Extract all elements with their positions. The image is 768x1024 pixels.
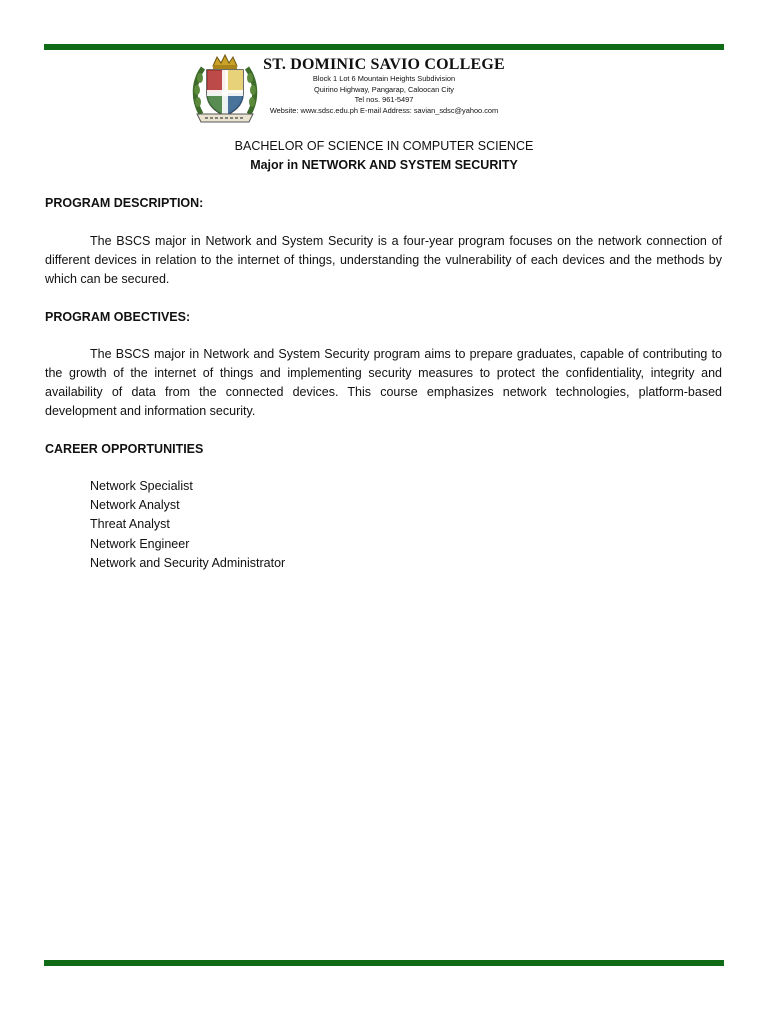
list-item: Threat Analyst — [90, 517, 170, 532]
objectives-heading: PROGRAM OBECTIVES: — [45, 310, 191, 324]
list-item: Network Analyst — [90, 498, 180, 513]
list-item: Network Specialist — [90, 479, 193, 493]
college-seal-icon — [191, 52, 259, 124]
program-title: BACHELOR OF SCIENCE IN COMPUTER SCIENCE — [234, 139, 534, 153]
top-green-rule — [44, 44, 724, 50]
bottom-green-rule — [44, 960, 724, 966]
list-item: Network Engineer — [90, 536, 190, 551]
description-heading: PROGRAM DESCRIPTION: — [45, 196, 204, 210]
objectives-paragraph: The BSCS major in Network and System Security program aims to prepare graduates, capable of contributing to the growth of the internet of things and implementing security measures to protect the confidentiality, integrity and availability of data from the connected devices. This course emphasizes network technologies, platform-based development and information security. — [45, 347, 722, 418]
description-paragraph: The BSCS major in Network and System Security is a four-year program focuses on the network connection of different devices in relation to the internet of things, understanding the vulnerability of each devices and the methods by which can be secured. — [45, 234, 722, 286]
list-item: Network and Security Administrator — [90, 555, 286, 570]
address-line-1: Block 1 Lot 6 Mountain Heights Subdivision — [312, 74, 456, 83]
phone-line: Tel nos. 961-5497 — [354, 95, 414, 104]
website-email-line: Website: www.sdsc.edu.ph E-mail Address: savian_sdsc@yahoo.com — [269, 105, 499, 115]
career-list — [90, 477, 285, 573]
program-major: Major in NETWORK AND SYSTEM SECURITY — [250, 158, 518, 172]
address-line-2: Quirino Highway, Pangarap, Caloocan City — [314, 84, 454, 94]
letterhead — [250, 55, 518, 116]
college-name: ST. DOMINIC SAVIO COLLEGE — [263, 56, 505, 73]
careers-heading: CAREER OPPORTUNITIES — [45, 442, 204, 456]
